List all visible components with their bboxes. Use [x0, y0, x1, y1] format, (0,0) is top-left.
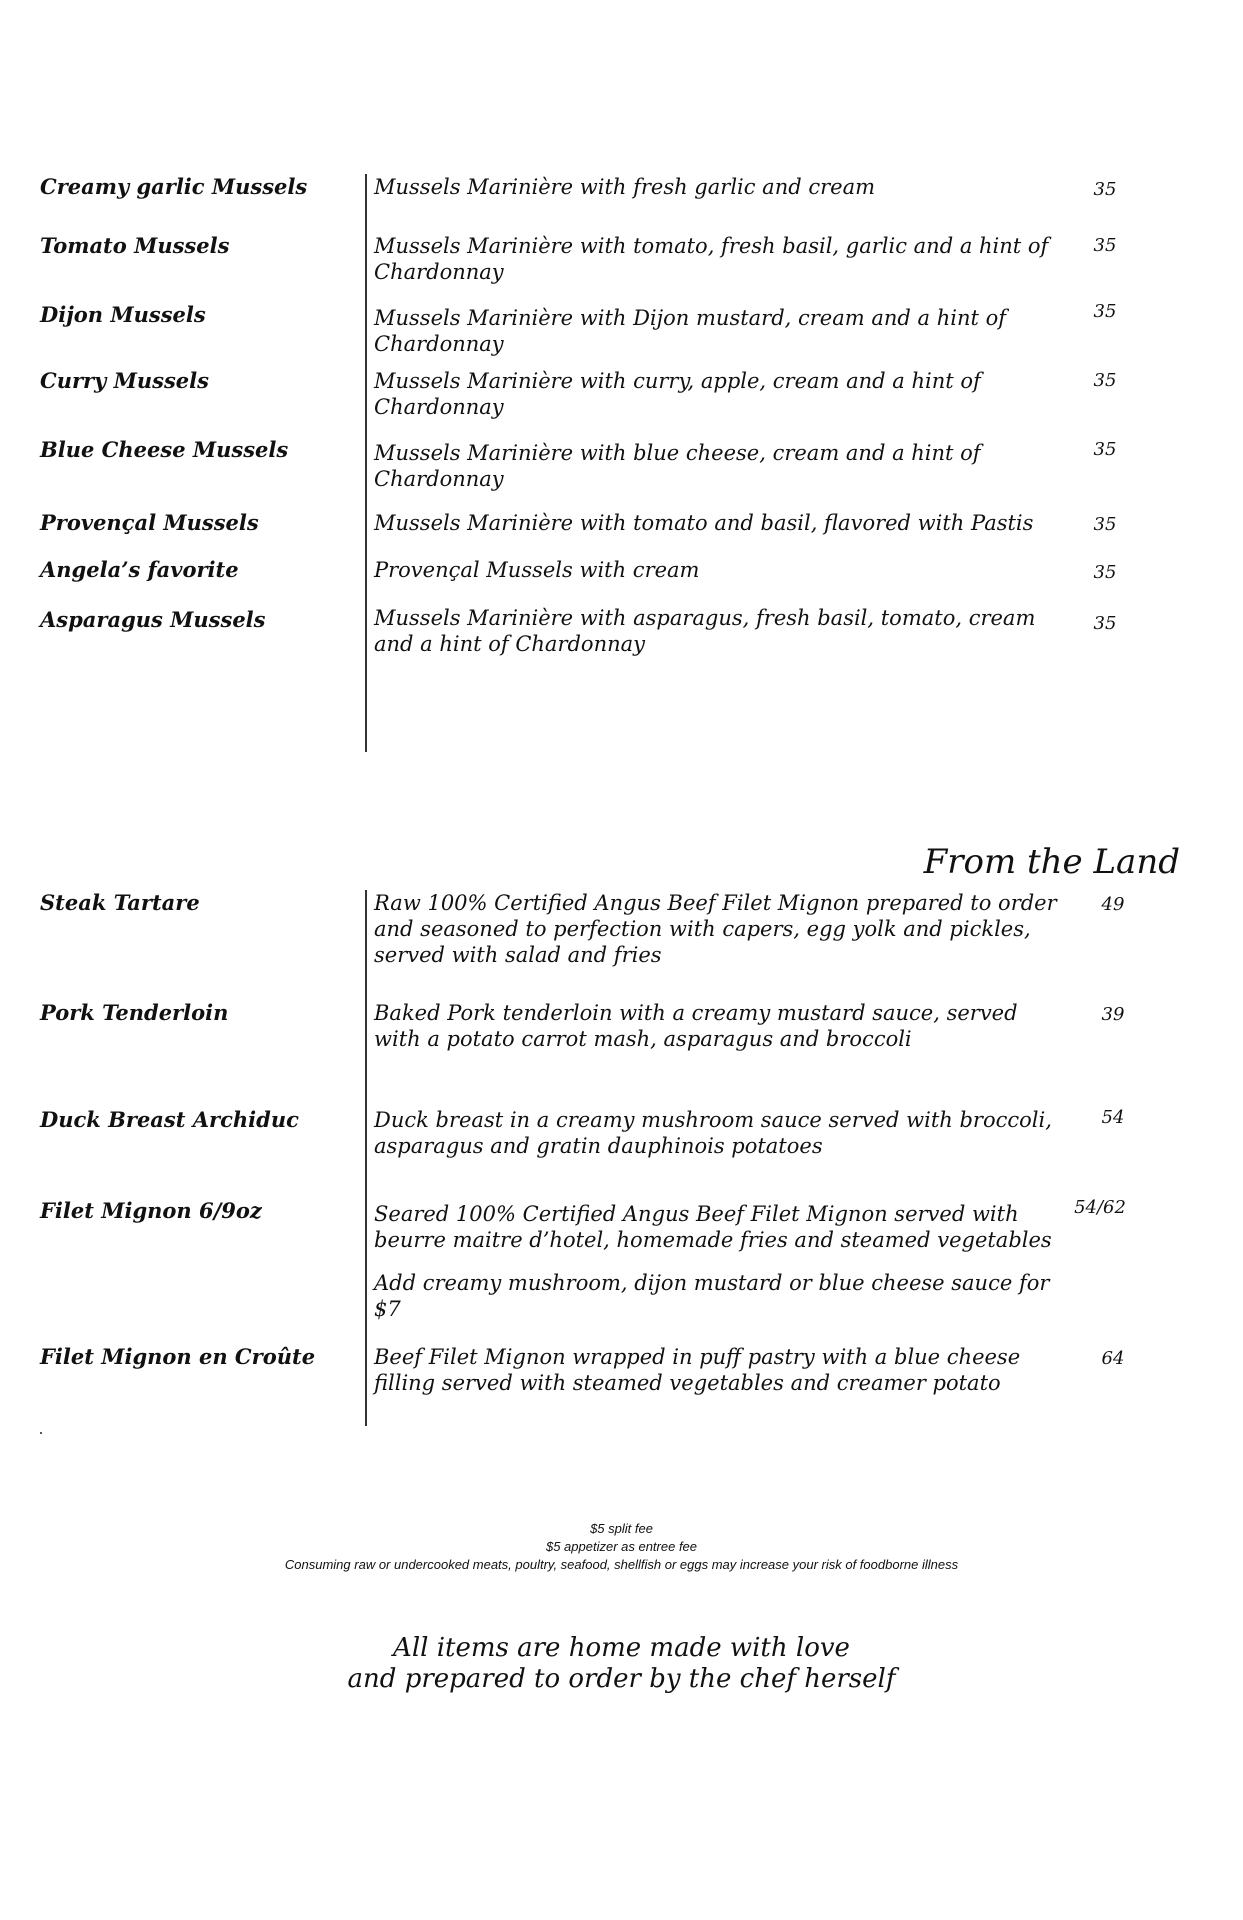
- menu-item-description: Beef Filet Mignon wrapped in puff pastry with a blue cheese filling served with steamed vegetables and creamer potato: [374, 1345, 1021, 1395]
- home-made-line-2: and prepared to order by the chef herself: [347, 1664, 896, 1694]
- column-divider-bottom: [365, 890, 367, 1426]
- menu-item-description: Duck breast in a creamy mushroom sauce served with broccoli, asparagus and gratin dauphinois potatoes: [374, 1108, 1052, 1158]
- menu-item-name: Pork Tenderloin: [40, 1000, 229, 1025]
- menu-item-name: Tomato Mussels: [40, 233, 230, 258]
- menu-item-price: 35: [1093, 514, 1117, 535]
- menu-item-name: Filet Mignon 6/9oz: [40, 1198, 262, 1223]
- section-heading: From the Land: [923, 842, 1180, 882]
- menu-item-description: Provençal Mussels with cream: [374, 558, 700, 582]
- menu-item-description: Mussels Marinière with Dijon mustard, cream and a hint of Chardonnay: [374, 306, 1006, 356]
- menu-item-name: Steak Tartare: [40, 890, 200, 915]
- menu-item-description: Mussels Marinière with blue cheese, cream and a hint of Chardonnay: [374, 441, 981, 491]
- menu-item-name: Blue Cheese Mussels: [40, 437, 289, 462]
- menu-item-price: 35: [1093, 562, 1117, 583]
- menu-item-name: Angela’s favorite: [40, 557, 239, 582]
- menu-item-description: Mussels Marinière with fresh garlic and cream: [374, 175, 876, 199]
- menu-item-price: 54: [1101, 1107, 1125, 1128]
- menu-item-description: Mussels Marinière with tomato and basil, flavored with Pastis: [374, 511, 1034, 535]
- column-divider-top: [365, 174, 367, 752]
- menu-item-name: Curry Mussels: [40, 368, 209, 393]
- menu-item-price: 35: [1093, 439, 1117, 460]
- foodborne-illness-warning: Consuming raw or undercooked meats, poultry, seafood, shellfish or eggs may increase your risk of foodborne illness: [284, 1557, 959, 1572]
- menu-item-price: 49: [1101, 894, 1125, 915]
- menu-item-description: Seared 100% Certified Angus Beef Filet Mignon served with beurre maitre d’hotel, homemade fries and steamed vegetables: [374, 1202, 1052, 1252]
- menu-item-price: 64: [1101, 1348, 1125, 1369]
- menu-item-name: Dijon Mussels: [40, 302, 206, 327]
- menu-item-price: 35: [1093, 235, 1117, 256]
- home-made-line-1: All items are home made with love: [393, 1633, 850, 1663]
- menu-item-addon-note: Add creamy mushroom, dijon mustard or blue cheese sauce for $7: [374, 1271, 1050, 1321]
- menu-item-description: Mussels Marinière with curry, apple, cream and a hint of Chardonnay: [374, 369, 981, 419]
- menu-item-price: 35: [1093, 301, 1117, 322]
- appetizer-fee-note: $5 appetizer as entree fee: [545, 1539, 698, 1554]
- menu-item-name: Creamy garlic Mussels: [40, 174, 308, 199]
- menu-item-price: 35: [1093, 613, 1117, 634]
- menu-item-description: Baked Pork tenderloin with a creamy mustard sauce, served with a potato carrot mash, asparagus and broccoli: [374, 1001, 1018, 1051]
- menu-item-price: 54/62: [1074, 1197, 1126, 1218]
- menu-item-price: 39: [1101, 1004, 1125, 1025]
- menu-item-name: Asparagus Mussels: [40, 607, 266, 632]
- menu-item-description: Raw 100% Certified Angus Beef Filet Mignon prepared to order and seasoned to perfection with capers, egg yolk and pickles, served with salad and fries: [374, 891, 1057, 967]
- menu-item-description: Mussels Marinière with tomato, fresh basil, garlic and a hint of Chardonnay: [374, 234, 1049, 284]
- menu-item-price: 35: [1093, 370, 1117, 391]
- menu-item-name: Filet Mignon en Croûte: [40, 1344, 316, 1369]
- split-fee-note: $5 split fee: [590, 1521, 653, 1536]
- stray-dot: [40, 1432, 42, 1434]
- menu-item-name: Provençal Mussels: [40, 510, 259, 535]
- menu-item-price: 35: [1093, 179, 1117, 200]
- menu-item-name: Duck Breast Archiduc: [40, 1107, 299, 1132]
- menu-item-description: Mussels Marinière with asparagus, fresh basil, tomato, cream and a hint of Chardonnay: [374, 606, 1036, 656]
